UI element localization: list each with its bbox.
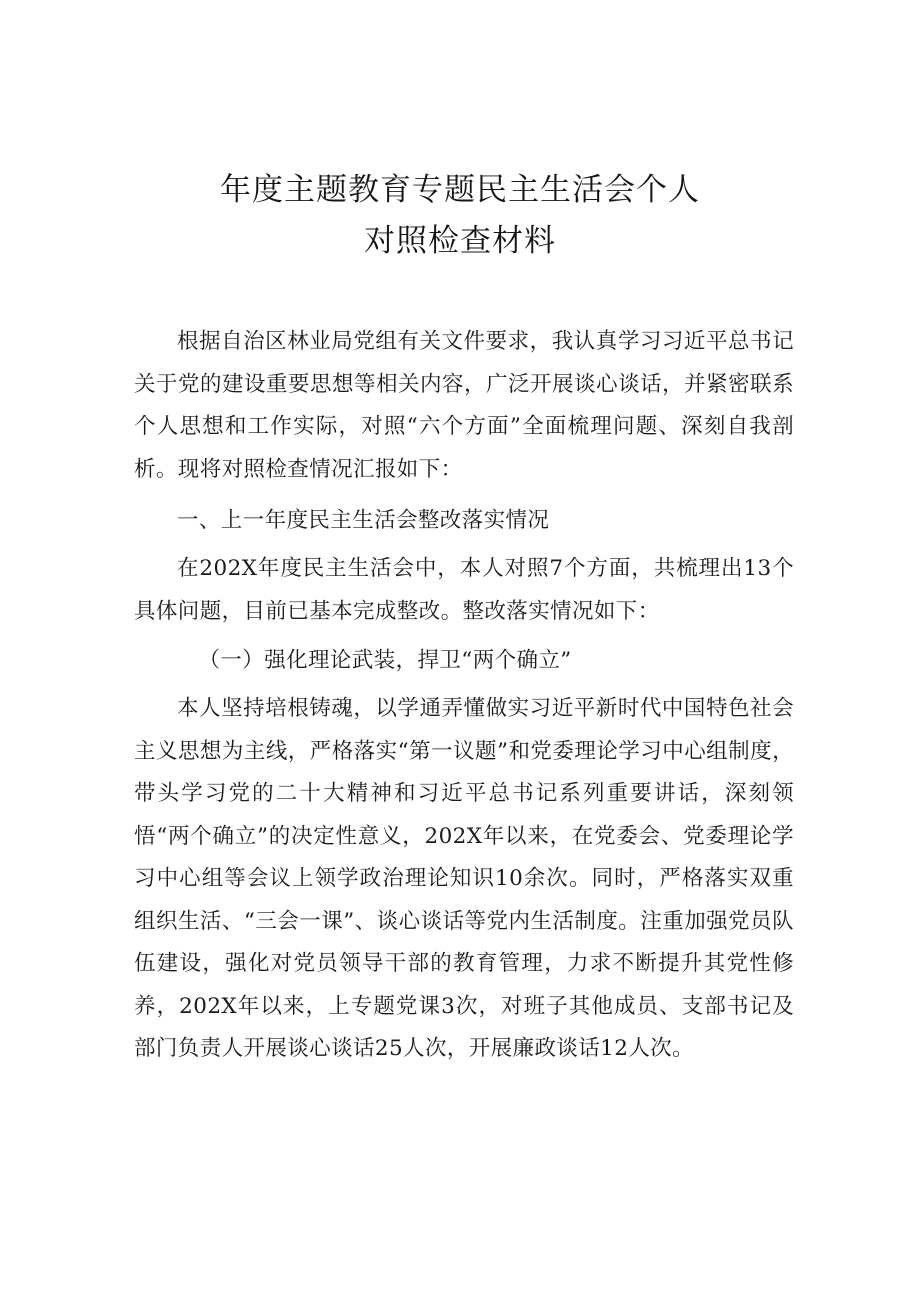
subsection-1-paragraph: 本人坚持培根铸魂，以学通弄懂做实习近平新时代中国特色社会主义思想为主线，严格落实“第一议题”和党委理论学习中心组制度，带头学习党的二十大精神和习近平总书记系列重要讲话，深刻领悟“两个确立”的决定性意义，202X年以来，在党委会、党委理论学习中心组等会议上领学政治理论知识10余次。同时，严格落实双重组织生活、“三会一课”、谈心谈话等党内生活制度。注重加强党员队伍建设，强化对党员领导干部的教育管理，力求不断提升其党性修养，202X年以来，上专题党课3次，对班子其他成员、支部书记及部门负责人开展谈心谈话25人次，开展廉政谈话12人次。 <box>134 696 794 1061</box>
document-title-line-2: 对照检查材料 <box>364 223 556 259</box>
document-title-line-1: 年度主题教育专题民主生活会个人 <box>220 172 700 208</box>
subsection-1-heading: （一）强化理论武装，捍卫“两个确立” <box>198 648 572 673</box>
section-1-heading: 一、上一年度民主生活会整改落实情况 <box>177 508 550 533</box>
section-1-paragraph: 在202X年度民主生活会中，本人对照7个方面，共梳理出13个具体问题，目前已基本完成整改。整改落实情况如下： <box>134 556 794 624</box>
intro-paragraph: 根据自治区林业局党组有关文件要求，我认真学习习近平总书记关于党的建设重要思想等相关内容，广泛开展谈心谈话，并紧密联系个人思想和工作实际，对照“六个方面”全面梳理问题、深刻自我剖析。现将对照检查情况汇报如下： <box>134 329 794 482</box>
